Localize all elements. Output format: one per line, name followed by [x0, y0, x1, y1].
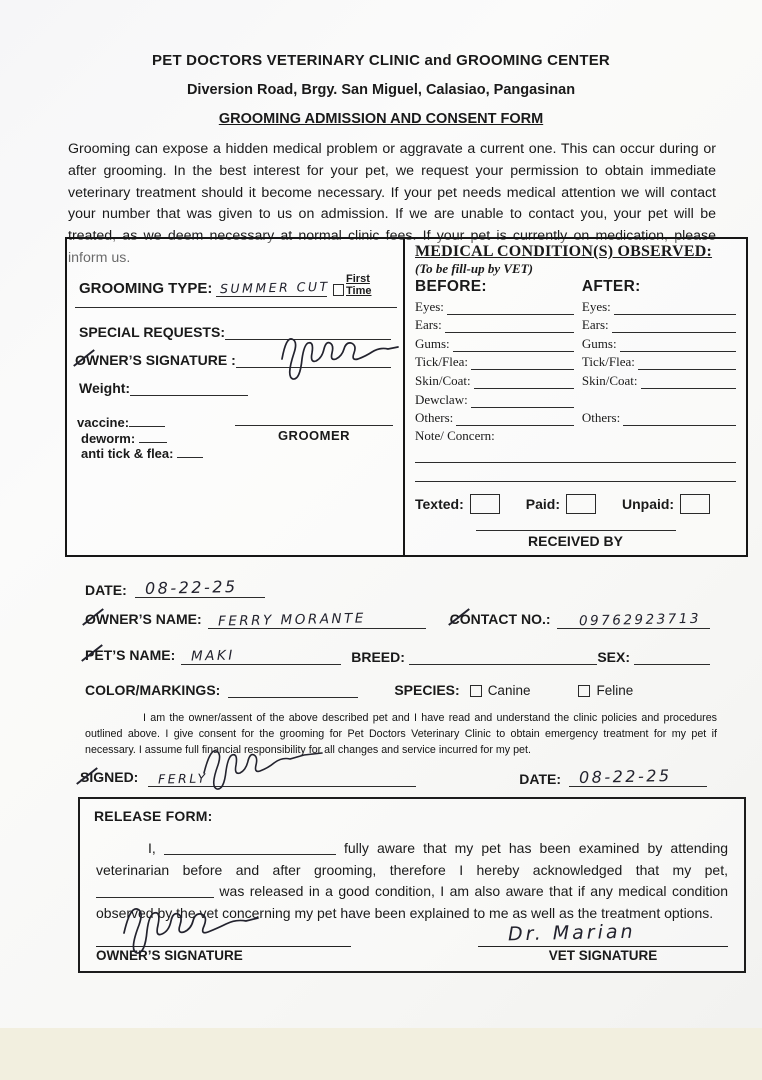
after-tick-flea-field [638, 355, 736, 370]
groomer-label: GROOMER [277, 428, 351, 443]
texted-label: Texted: [415, 496, 464, 513]
after-tick-flea-label: Tick/Flea: [581, 354, 635, 370]
scanner-bed [0, 1028, 762, 1080]
sex-label: SEX: [597, 649, 630, 665]
breed-field [409, 648, 597, 665]
groomer-signature-block [235, 425, 393, 443]
before-dewclaw-field [471, 393, 574, 408]
weight-label: Weight: [79, 380, 131, 396]
signed-label-wrap [80, 769, 138, 787]
before-tick-flea-field [471, 355, 574, 370]
owner-signature-line [96, 913, 351, 947]
after-skin-coat-field [641, 374, 736, 389]
color-species-row [85, 681, 710, 698]
grooming-type-row [79, 273, 395, 297]
release-form-paragraph [96, 838, 728, 924]
paid-label: Paid: [525, 496, 560, 513]
note-line-1 [415, 444, 736, 463]
after-ears-field [612, 318, 736, 333]
pet-name-handwritten-value: MAKI [191, 647, 236, 665]
contact-no-handwritten-value: 09762923713 [578, 610, 701, 630]
owner-name-field [208, 610, 426, 629]
after-eyes-field [614, 300, 736, 315]
before-ears-field [445, 318, 574, 333]
medical-row-ears [415, 315, 736, 334]
color-markings-label: COLOR/MARKINGS: [85, 682, 221, 698]
before-ears-label: Ears: [415, 317, 442, 333]
pet-name-label: PET’S NAME: [85, 647, 176, 663]
date-label: DATE: [85, 582, 127, 598]
grooming-type-label: GROOMING TYPE: [79, 280, 213, 297]
form-title: GROOMING ADMISSION AND CONSENT FORM [218, 111, 544, 127]
release-signatures-row [96, 913, 728, 963]
before-after-header [415, 278, 736, 296]
sex-field [634, 648, 710, 665]
after-skin-coat-label: Skin/Coat: [581, 372, 638, 388]
species-label: SPECIES: [394, 682, 460, 698]
special-requests-label: SPECIAL REQUESTS: [79, 324, 225, 340]
vet-signature-handwritten-value: Dr. Marian [507, 920, 636, 946]
release-para-part1: I, [148, 840, 156, 856]
signed-row [80, 766, 707, 787]
medical-conditions-box [405, 239, 746, 555]
form-boxes [65, 237, 748, 557]
received-by-block [405, 530, 746, 549]
vet-signature-block [478, 913, 728, 963]
owner-contact-row [85, 610, 710, 629]
before-label: BEFORE: [415, 278, 487, 295]
date-row [85, 578, 710, 598]
deworm-field [139, 431, 167, 443]
payment-status-row [415, 494, 736, 514]
before-skin-coat-label: Skin/Coat: [415, 372, 471, 388]
signed-date-label: DATE: [519, 771, 561, 787]
medical-row-others [415, 408, 736, 427]
special-requests-row [79, 323, 391, 340]
signed-field [148, 767, 416, 787]
canine-option-label: Canine [487, 683, 531, 698]
color-markings-field [228, 681, 358, 698]
owner-signature-block [96, 913, 351, 963]
groomer-signature-line [235, 425, 393, 426]
after-label: AFTER: [581, 278, 641, 295]
release-pet-blank [96, 884, 214, 898]
pet-breed-sex-row [85, 646, 710, 665]
medical-box-title: MEDICAL CONDITION(S) OBSERVED: [415, 243, 713, 260]
unpaid-label: Unpaid: [621, 496, 675, 513]
after-gums-field [620, 337, 736, 352]
canine-checkbox [470, 685, 482, 697]
after-gums-label: Gums: [581, 335, 617, 351]
anti-tick-flea-row [77, 446, 203, 462]
paid-item [526, 494, 596, 514]
before-others-field [456, 411, 574, 426]
medical-row-gums [415, 333, 736, 352]
intro-paragraph: Grooming can expose a hidden medical problem or aggravate a current one. This can occur during or after grooming. In the best interest for your pet, we request your permission to obtain immediate veterinary treatment should it become necessary. If your pet needs medical attention we will contact your number that was given to us on admission. If we are unable to contact you, your pet will be treated, as we deem necessary at normal clinic fees. If your pet is currently on medication, please inform us. [68, 141, 716, 266]
clinic-address: Diversion Road, Brgy. San Miguel, Calasiao, Pangasinan [186, 82, 576, 98]
signed-handwritten-value: FERLY [158, 770, 209, 787]
before-tick-flea-label: Tick/Flea: [415, 354, 468, 370]
medical-row-skin-coat [415, 370, 736, 389]
weight-field [130, 379, 248, 396]
vaccine-field [129, 415, 165, 427]
contact-no-label: CONTACT NO.: [449, 611, 551, 627]
before-gums-label: Gums: [415, 335, 450, 351]
first-time-checkbox [333, 284, 344, 296]
note-concern-label: Note/ Concern: [415, 428, 495, 444]
vaccine-row [77, 415, 203, 431]
owner-name-handwritten-value: FERRY MORANTE [217, 610, 366, 630]
release-name-blank [164, 841, 336, 855]
release-form-box [78, 797, 746, 973]
date-field [135, 578, 265, 598]
paid-checkbox [566, 494, 596, 514]
shots-list [77, 415, 203, 462]
owner-signature-field [236, 351, 391, 368]
before-gums-field [453, 337, 574, 352]
release-para-part3: was released in a good condition, I am also aware that if any medical condition observed by the vet concerning my pet have been explained to me as well as the treatment options. [96, 883, 729, 921]
owner-name-label: OWNER’S NAME: [85, 611, 202, 627]
divider-line [75, 307, 397, 308]
before-dewclaw-label: Dewclaw: [415, 391, 468, 407]
signed-date-handwritten-value: 08-22-25 [578, 766, 672, 787]
anti-tick-flea-field [177, 446, 203, 458]
unpaid-item [622, 494, 710, 514]
signed-label: SIGNED: [80, 769, 139, 785]
vet-signature-line [478, 913, 728, 947]
vet-signature-caption: VET SIGNATURE [548, 948, 658, 963]
texted-checkbox [470, 494, 500, 514]
after-eyes-label: Eyes: [581, 298, 611, 314]
clinic-name: PET DOCTORS VETERINARY CLINIC and GROOMING CENTER [152, 52, 610, 69]
before-eyes-field [447, 300, 574, 315]
after-others-field [623, 411, 736, 426]
contact-label-wrap [450, 611, 551, 629]
medical-box-subtitle: (To be fill-up by VET) [415, 261, 533, 276]
feline-option-label: Feline [596, 683, 634, 698]
release-para-part2: fully aware that my pet has been examined by attending veterinarian before and after grooming, therefore I hereby acknowledged that my pet, [96, 840, 729, 878]
texted-item [415, 494, 500, 514]
received-by-line [476, 530, 676, 531]
feline-checkbox [578, 685, 590, 697]
grooming-box [67, 239, 405, 555]
grooming-type-field [216, 278, 331, 297]
unpaid-checkbox [680, 494, 710, 514]
medical-row-tick-flea [415, 352, 736, 371]
breed-label: BREED: [351, 649, 405, 665]
after-ears-label: Ears: [581, 317, 609, 333]
medical-row-dewclaw [415, 389, 736, 408]
vaccine-label: vaccine: [77, 415, 130, 430]
grooming-type-handwritten-value: SUMMER CUT [220, 278, 331, 297]
received-by-label: RECEIVED BY [528, 533, 623, 549]
deworm-label: deworm: [81, 430, 136, 446]
before-eyes-label: Eyes: [415, 298, 444, 314]
medical-row-eyes [415, 296, 736, 315]
before-skin-coat-field [474, 374, 574, 389]
release-form-title: RELEASE FORM: [94, 808, 213, 824]
special-requests-field [225, 323, 391, 340]
weight-row [79, 379, 248, 396]
owner-signature-label: OWNER’S SIGNATURE : [75, 352, 236, 368]
anti-tick-flea-label: anti tick & flea: [81, 446, 174, 461]
consent-paragraph: I am the owner/assent of the above described pet and I have read and understand the clinic policies and procedures outlined above. I give consent for the grooming for Pet Doctors Veterinary Clinic to obtain emergency treatment for my pet if necessary. I assume full financial responsibility for all changes and service incurred for my pet. [85, 712, 717, 756]
signed-date-field [569, 766, 707, 787]
deworm-row [77, 431, 203, 447]
owner-name-label-wrap [85, 611, 202, 629]
pet-name-label-wrap [85, 647, 175, 665]
document-header [0, 52, 762, 127]
owner-signature-caption: OWNER’S SIGNATURE [96, 948, 243, 963]
contact-no-field [557, 610, 710, 629]
owner-signature-row [75, 351, 391, 368]
after-others-label: Others: [581, 410, 621, 426]
before-others-label: Others: [415, 410, 454, 426]
first-time-label: First Time [346, 273, 372, 297]
date-handwritten-value: 08-22-25 [144, 577, 238, 598]
pet-name-field [181, 646, 341, 665]
note-line-2 [415, 463, 736, 482]
